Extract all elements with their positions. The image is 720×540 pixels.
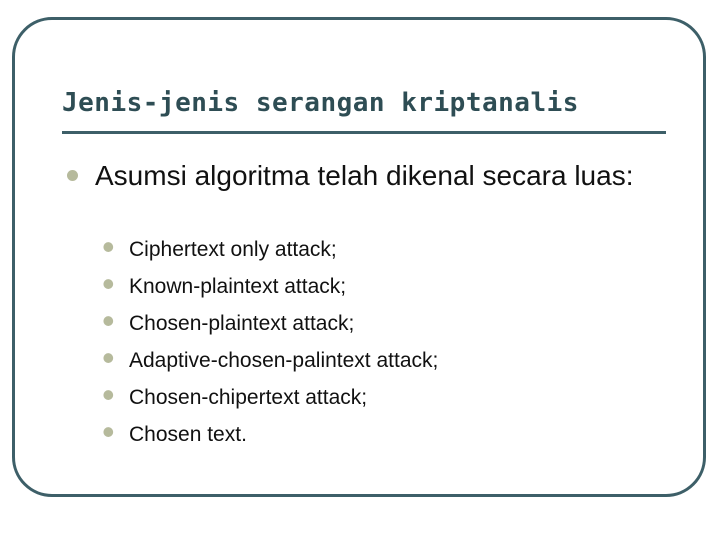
sub-bullet-list [102,226,439,456]
list-item [102,411,438,456]
list-item-label: Chosen-chipertext attack; [129,386,368,409]
list-item [102,300,438,345]
list-item-label: Ciphertext only attack; [129,238,337,261]
list-item [102,263,438,308]
bullet-dot-icon: • [102,263,115,304]
list-item-label: Chosen-plaintext attack; [129,312,355,335]
list-item [102,226,438,271]
bullet-dot-icon: • [102,300,115,341]
list-item-label: Known-plaintext attack; [129,275,347,298]
list-item [102,337,439,382]
list-item-label: Chosen text. [129,423,247,446]
bullet-dot-icon: • [102,226,115,267]
list-item [102,374,438,419]
main-bullet-text: Asumsi algoritma telah dikenal secara luas: [95,160,634,191]
bullet-dot-icon [67,170,78,181]
title-divider [62,131,666,134]
bullet-dot-icon: • [102,411,115,452]
bullet-dot-icon: • [102,337,115,378]
list-item-label: Adaptive-chosen-palintext attack; [129,349,439,372]
bullet-dot-icon: • [102,374,115,415]
slide-title: Jenis-jenis serangan kriptanalis [62,88,579,118]
